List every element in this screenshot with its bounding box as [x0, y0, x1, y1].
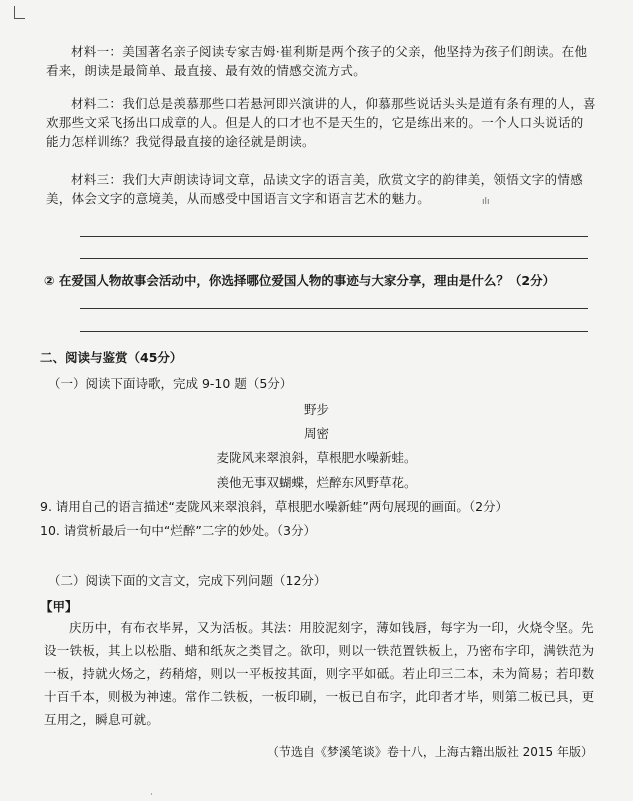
material-1: 材料一：美国著名亲子阅读专家吉姆·崔利斯是两个孩子的父亲，他坚持为孩子们朗读。在他看来，朗读是最简单、最直接、最有效的情感交流方式。: [46, 44, 588, 78]
material-2: 材料二：我们总是羡慕那些口若悬河即兴演讲的人，仰慕那些说话头头是道有条有理的人，喜欢那些文采飞扬出口成章的人。但是人的口才也不是天生的，它是练出来的。一个人口头说话的能力怎样训练？我觉得最直接的途径就是朗读。: [46, 96, 596, 149]
source-citation: （节选自《梦溪笔谈》卷十八，上海古籍出版社 2015 年版）: [266, 745, 593, 759]
material-3: 材料三：我们大声朗读诗词文章，品读文字的语言美，欣赏文字的韵律美，领悟文字的情感美，体会文字的意境美，从而感受中国语言文字和语言艺术的魅力。: [46, 172, 584, 206]
corner-mark: [14, 6, 25, 19]
part-2-heading: （二）阅读下面的文言文，完成下列问题（12分）: [48, 573, 327, 588]
section-heading: 二、阅读与鉴赏（45分）: [40, 350, 183, 365]
section-marker: 【甲】: [40, 599, 78, 614]
scan-mark: ·: [150, 790, 153, 800]
poem-line: 麦陇风来翠浪斜，草根肥水噪新蛙。: [216, 450, 417, 465]
part-1-heading: （一）阅读下面诗歌，完成 9-10 题（5分）: [48, 376, 293, 391]
question-2: ② 在爱国人物故事会活动中，你选择哪位爱国人物的事迹与大家分享，理由是什么？（2分）: [44, 273, 556, 288]
question-10: 10. 请赏析最后一句中“烂醉”二字的妙处。（3分）: [40, 523, 317, 538]
answer-line[interactable]: [80, 308, 588, 309]
answer-line[interactable]: [80, 331, 588, 332]
classical-text: 庆历中，有布衣毕昇，又为活板。其法：用胶泥刻字，薄如钱唇，每字为一印，火烧令坚。先设一铁板，其上以松脂、蜡和纸灰之类冒之。欲印，则以一铁范置铁板上，乃密布字印，满铁范为一板，持就火炀之，药稍熔，则以一平板按其面，则字平如砥。若止印三二本，未为简易；若印数十百千本，则极为神速。常作二铁板，一板印刷，一板已自布字，此印者才毕，则第二板已具，更互用之，瞬息可就。: [44, 620, 595, 727]
scan-mark: ılı: [482, 197, 490, 207]
question-9: 9. 请用自己的语言描述“麦陇风来翠浪斜，草根肥水噪新蛙”两句展现的画面。（2分）: [40, 499, 509, 514]
poem-line: 羡他无事双蝴蝶，烂醉东风野草花。: [216, 475, 417, 490]
answer-line[interactable]: [80, 258, 588, 259]
poem-title: 野步: [303, 402, 329, 417]
answer-line[interactable]: [80, 236, 588, 237]
poem-author: 周密: [303, 426, 329, 441]
